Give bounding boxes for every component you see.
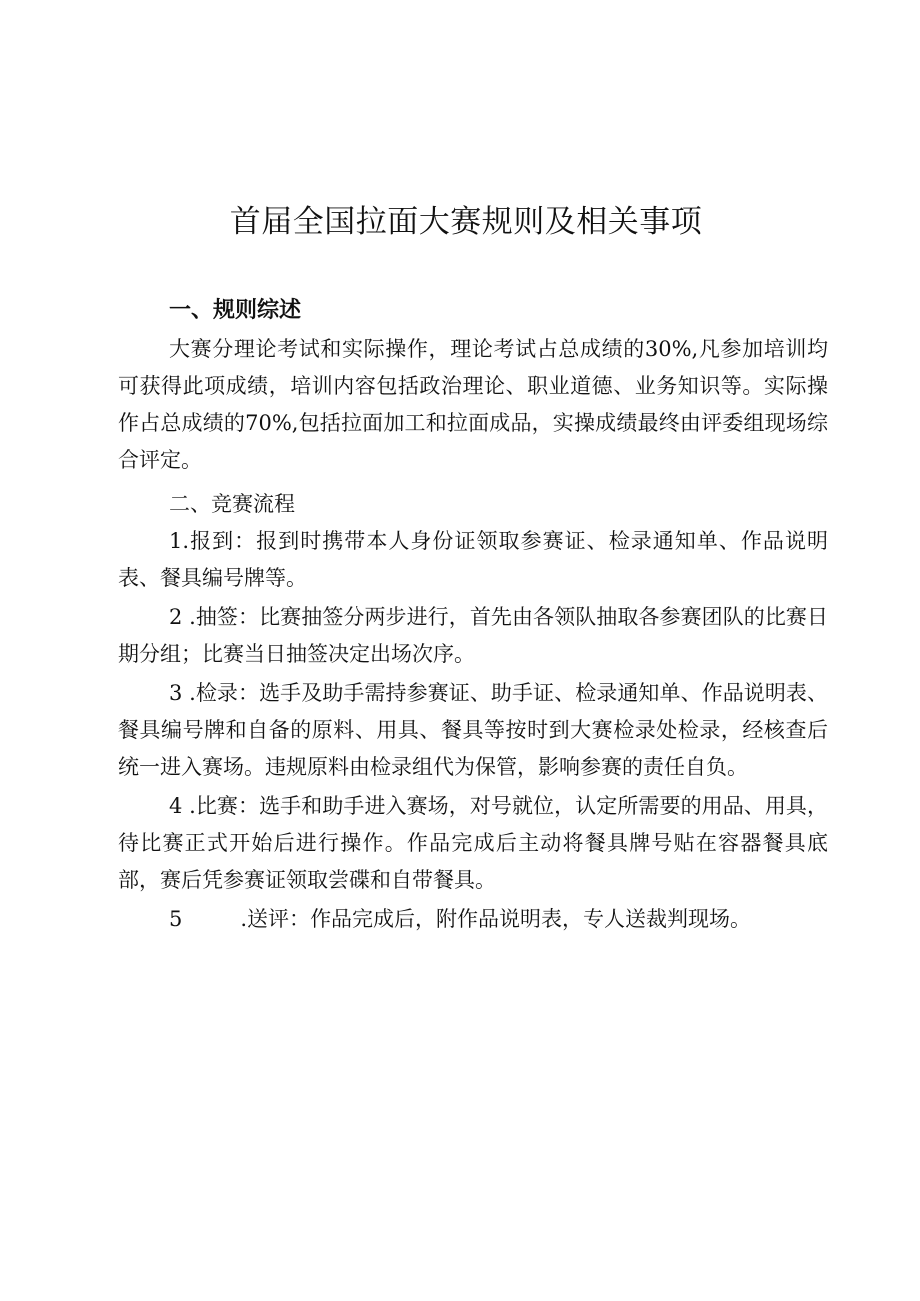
process-item-label: 4 .比赛： — [169, 794, 260, 818]
process-item-draw — [118, 599, 828, 673]
document-body — [118, 292, 828, 945]
process-item-number: 5 — [169, 907, 183, 931]
document-title: 首届全国拉面大赛规则及相关事项 — [229, 204, 703, 240]
process-item-registration — [118, 523, 828, 597]
process-item-text: 选手和助手进入赛场，对号就位，认定所需要的用品、用具，待比赛正式开始后进行操作。作品完成后主动将餐具牌号贴在容器餐具底部，赛后凭参赛证领取尝碟和自带餐具。 — [118, 794, 829, 892]
process-item-submission — [118, 901, 828, 938]
process-item-text: 比赛抽签分两步进行，首先由各领队抽取各参赛团队的比赛日期分组；比赛当日抽签决定出场次序。 — [118, 605, 829, 666]
section-heading-rules-overview: 一、规则综述 — [169, 298, 302, 323]
process-item-label: .送评： — [240, 907, 311, 931]
section-heading-competition-process: 二、竞赛流程 — [169, 492, 295, 516]
process-item-label: 1.报到： — [169, 529, 257, 553]
process-item-text: 报到时携带本人身份证领取参赛证、检录通知单、作品说明表、餐具编号牌等。 — [118, 529, 828, 590]
process-item-label: 3 .检录： — [169, 681, 260, 705]
process-item-text: 选手及助手需持参赛证、助手证、检录通知单、作品说明表、餐具编号牌和自备的原料、用具、餐具等按时到大赛检录处检录，经核查后统一进入赛场。违规原料由检录组代为保管，影响参赛的责任自负。 — [118, 681, 829, 779]
process-item-text: 作品完成后，附作品说明表，专人送裁判现场。 — [310, 907, 752, 931]
process-item-competition — [118, 788, 828, 899]
process-item-label: 2 .抽签： — [169, 605, 260, 629]
rules-overview-paragraph: 大赛分理论考试和实际操作，理论考试占总成绩的30%,凡参加培训均可获得此项成绩，培训内容包括政治理论、职业道德、业务知识等。实际操作占总成绩的70%,包括拉面加工和拉面成品，实操成绩最终由评委组现场综合评定。 — [118, 337, 828, 472]
process-item-check-in — [118, 675, 828, 786]
